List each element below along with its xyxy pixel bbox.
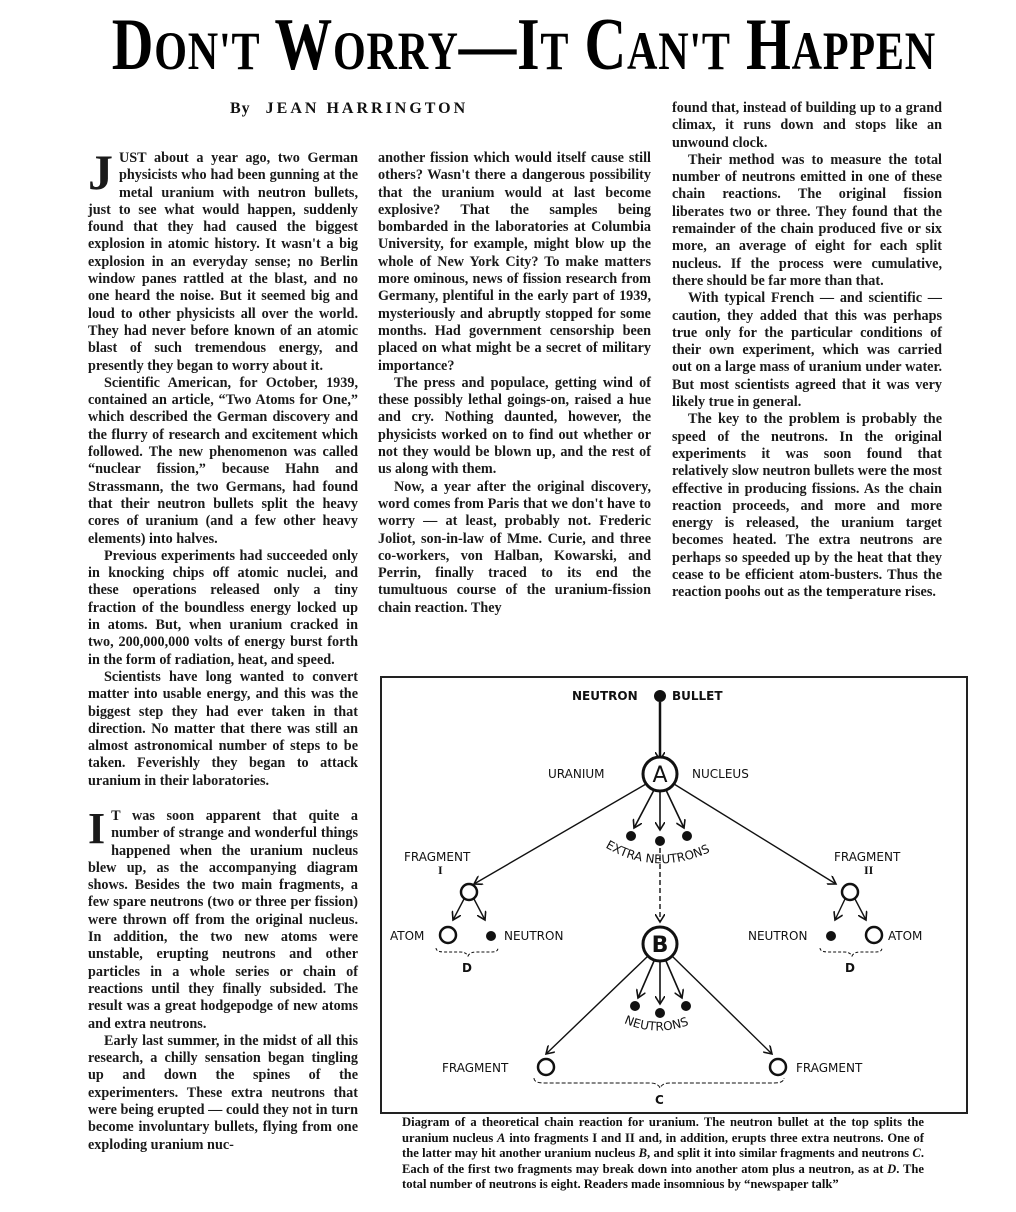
title-initial: H xyxy=(745,4,792,86)
fragment-node xyxy=(538,1059,554,1075)
paragraph xyxy=(88,803,358,1033)
fragment-label: FRAGMENT xyxy=(796,1061,863,1075)
title-word: ORRY xyxy=(333,21,459,81)
paragraph-text: T was soon apparent that quite a number of strange and wonderful things happened when the uranium nucleus blew up, as the accompanying diagram shows. Besides the two main fragments, a few spare neutrons (two or three per fission) were thrown off from the original nucleus. In addition, the two new atoms were unstable, erupting neutrons and other particles in a whole series or chain of reactions until they finally subsided. The result was a great hodgepodge of new atoms and extra neutrons. xyxy=(88,807,358,1032)
paragraph: Scientific American, for October, 1939, contained an article, “Two Atoms for One,” which described the German discovery and the flurry of research and excitement which followed. The new phenomenon was called “nuclear fission,” because Hahn and Strassmann, the two Germans, had found that their neutron bullets split the heavy cores of uranium (and a few other heavy elements) into halves. xyxy=(88,374,358,547)
brace-d xyxy=(436,948,498,956)
brace-c xyxy=(534,1078,784,1088)
arrow xyxy=(666,790,684,828)
nucleus-b-label: B xyxy=(651,933,669,958)
column-1 xyxy=(88,144,358,1154)
atom-node xyxy=(866,927,882,943)
extra-neutron-dot xyxy=(682,831,692,841)
nucleus-label: NUCLEUS xyxy=(692,767,749,781)
extra-neutron-dot xyxy=(626,831,636,841)
caption-ref: C xyxy=(912,1146,921,1161)
fragment-i-node xyxy=(461,884,477,900)
title-word: T xyxy=(540,21,570,81)
fragment-ii-node xyxy=(842,884,858,900)
arrow xyxy=(474,899,485,920)
neutron-dot xyxy=(826,931,836,941)
column-3 xyxy=(672,100,942,602)
article-title xyxy=(111,4,936,88)
paragraph: The key to the problem is probably the speed of the neutrons. In the original experiments it was soon found that relatively slow neutron bullets were the most effective in producing fissions. As the chain reaction proceeds, and more and more energy is released, the uranium target becomes heated. The extra neutrons are perhaps so speeded up by the heat that they cease to be efficient atom-busters. Thus the reaction poohs out as the temperature rises. xyxy=(672,411,942,601)
paragraph: found that, instead of building up to a grand climax, it runs down and stops like an unwound clock. xyxy=(672,100,942,151)
caption-text: into fragments I and II and, in addition, erupts three extra neutrons. One of the latter may hit another uranium nucleus xyxy=(402,1130,924,1161)
fragment-ii-label: FRAGMENT xyxy=(834,850,901,864)
title-initial: W xyxy=(274,4,334,86)
arrow xyxy=(855,899,866,920)
neutron-dot xyxy=(630,1001,640,1011)
uranium-label: URANIUM xyxy=(548,767,605,781)
fragment-ii-numeral: II xyxy=(864,863,874,877)
arrow xyxy=(634,790,654,828)
neutron-small-label: NEUTRON xyxy=(748,929,808,943)
paragraph: Now, a year after the original discovery, word comes from Paris that we don't have to worry — at least, probably not. Frederic Joliot, son-in-law of Mme. Curie, and three co-workers, von Halban, Kowarski, and Perrin, finally traced to its end the tumultuous course of the uranium-fission chain reaction. They xyxy=(378,478,651,616)
author-name: JEAN HARRINGTON xyxy=(265,100,469,117)
paragraph: Their method was to measure the total number of neutrons emitted in one of these chain reactions. The original fission liberates two or three. They found that the remainder of the chain produced five or six more, an average of eight for each split nucleus. If the process were cumulative, there should be far more than that. xyxy=(672,151,942,289)
paragraph: Early last summer, in the midst of all this research, a chilly sensation began tingling up and down the spines of the experimenters. These extra neutrons that were being erupted — could they not in turn become involuntary bullets, flying from one exploding uranium nuc- xyxy=(88,1032,358,1153)
title-initial: C xyxy=(584,4,627,86)
figure-caption xyxy=(402,1115,924,1193)
neutron-dot xyxy=(681,1001,691,1011)
neutron-bullet-dot xyxy=(654,690,666,702)
neutron-dot xyxy=(486,931,496,941)
paragraph: Scientists have long wanted to convert matter into usable energy, and this was the biggest step they had ever taken in that direction. No matter that there was still an almost astronomical number of steps to be taken. Feverishly they began to attack uranium in their laboratories. xyxy=(88,668,358,789)
drop-cap: I xyxy=(88,803,106,853)
title-initial: I xyxy=(517,4,541,86)
paragraph: With typical French — and scientific — caution, they added that this was perhaps true only for the particular conditions of their own experiment, which was carried out on a large mass of uranium under water. But most scientists agreed that it was very likely true in general. xyxy=(672,290,942,411)
drop-cap: J xyxy=(88,144,113,200)
fragment-label: FRAGMENT xyxy=(442,1061,509,1075)
fragment-i-numeral: I xyxy=(438,863,443,877)
caption-text: . Each of the first two fragments may break down into another atom plus a neutron, as at xyxy=(402,1146,924,1176)
extra-neutron-dot xyxy=(655,836,665,846)
caption-ref: D xyxy=(887,1161,897,1176)
column-2 xyxy=(378,150,651,617)
nucleus-a-label: A xyxy=(652,763,668,788)
atom-label: ATOM xyxy=(390,929,425,943)
extra-neutrons-label: EXTRA NEUTRONS xyxy=(603,837,712,867)
caption-ref: A xyxy=(497,1130,506,1145)
atom-node xyxy=(440,927,456,943)
neutrons-label: NEUTRONS xyxy=(622,1012,691,1034)
bullet-label: BULLET xyxy=(672,689,723,703)
group-d-label: D xyxy=(462,961,472,975)
title-word: ON'T xyxy=(154,21,261,81)
arrow-to-fragment-ii xyxy=(674,784,836,884)
group-d-label: D xyxy=(845,961,855,975)
title-dash: — xyxy=(458,4,518,86)
paragraph: Previous experiments had succeeded only in knocking chips off atomic nuclei, and these operations released only a tiny fraction of the boundless energy locked up in atoms. But, when uranium cracked in two, 200,000,000 volts of energy burst forth in the form of radiation, heat, and speed. xyxy=(88,547,358,668)
title-word: APPEN xyxy=(791,21,936,81)
fragment-node xyxy=(770,1059,786,1075)
group-c-label: C xyxy=(655,1093,664,1107)
atom-label: ATOM xyxy=(888,929,923,943)
arrow xyxy=(835,899,845,920)
chain-reaction-diagram xyxy=(380,676,968,1114)
paragraph: another fission which would itself cause still others? Wasn't there a dangerous possibility that the uranium would at last become explosive? That the samples being bombarded in the laboratories at Columbia University, for example, might blow up the whole of New York City? To make matters more ominous, news of fission research from Germany, plentiful in the early part of 1939, mysteriously and abruptly stopped for some months. Had government censorship been placed on what might be a secret of military importance? xyxy=(378,150,651,374)
caption-text: . The total number of neutrons is eight. Readers made insomnious by “newspaper talk” xyxy=(402,1161,924,1192)
neutron-dot xyxy=(655,1008,665,1018)
neutron-small-label: NEUTRON xyxy=(504,929,564,943)
arrow xyxy=(453,899,464,920)
diagram-svg xyxy=(382,678,970,1116)
paragraph-text: UST about a year ago, two German physicists who had been gunning at the metal uranium with neutron bullets, just to see what would happen, suddenly found that they had caused the biggest explosion in atomic history. It wasn't a big explosion in an everyday sense; no Berlin window panes rattled at the blast, and no one heard the noise. But it seemed big and loud to other physicists all over the world. They had never before known of an atomic blast of such tremendous energy, and presently they began to worry about it. xyxy=(88,150,358,374)
title-initial: D xyxy=(111,4,155,86)
caption-text: Diagram of a theoretical chain reaction for uranium. The neutron bullet at the top splits the uranium nucleus xyxy=(402,1115,924,1145)
caption-ref: B xyxy=(638,1146,647,1161)
arrow xyxy=(638,961,654,998)
title-word: AN'T xyxy=(626,21,731,81)
fragment-i-label: FRAGMENT xyxy=(404,850,471,864)
byline-prefix: By xyxy=(230,100,251,117)
neutron-label: NEUTRON xyxy=(572,689,638,703)
arrow-to-fragment-i xyxy=(474,784,646,884)
brace-d xyxy=(820,948,882,956)
caption-text: , and split it into similar fragments and neutrons xyxy=(647,1146,913,1161)
paragraph: The press and populace, getting wind of these possibly lethal goings-on, raised a hue and cry. Nothing daunted, however, the physicists worked on to find out whether or not they would be blown up, and the rest of us along with them. xyxy=(378,374,651,478)
byline xyxy=(230,100,530,118)
paragraph xyxy=(88,144,358,375)
arrow xyxy=(666,961,682,998)
